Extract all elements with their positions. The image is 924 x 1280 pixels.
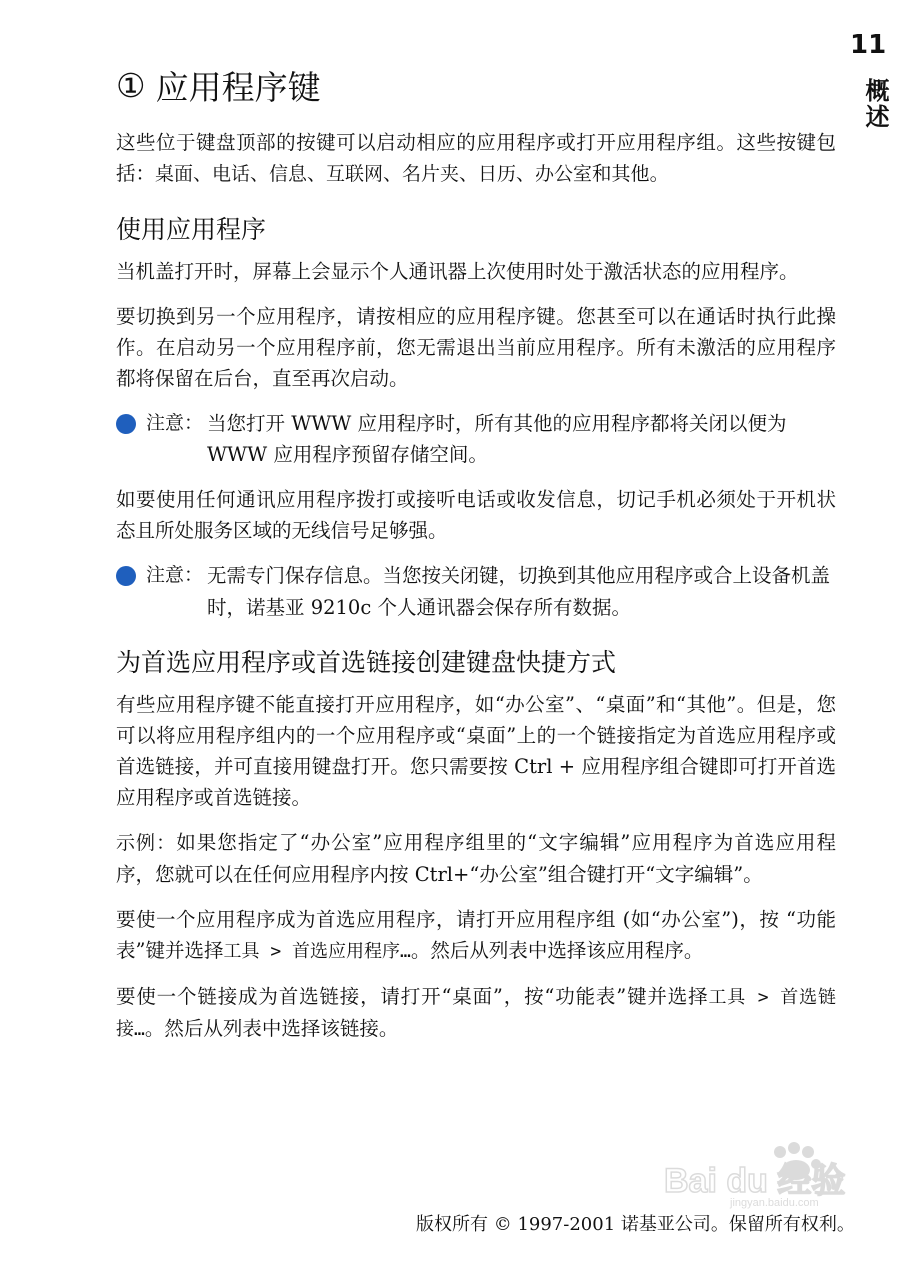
- heading-shortcuts: 为首选应用程序或首选链接创建键盘快捷方式: [116, 648, 617, 677]
- use-apps-p2: 要切换到另一个应用程序，请按相应的应用程序键。您甚至可以在通话时执行此操作。在启动另一个应用程序前，您无需退出当前应用程序。所有未激活的应用程序都将保留在后台，直至再次启动。: [116, 305, 836, 390]
- menu-path-app: 工具 > 首选应用程序…: [223, 941, 411, 962]
- note-save: [116, 560, 836, 623]
- example-label: 示例：: [116, 832, 177, 854]
- page-number: 11: [850, 30, 887, 60]
- watermark-url: jingyan.baidu.com: [730, 1197, 819, 1209]
- p3-a: 要使一个链接成为首选链接，请打开“桌面”，按“功能表”键并选择: [116, 985, 709, 1008]
- page-content: [116, 62, 836, 1059]
- menu-path-link: 工具 > 首选链接…: [116, 987, 836, 1040]
- intro-keys: 桌面、电话、信息、互联网、名片夹、日历、办公室: [155, 163, 593, 185]
- heading-use-apps: 使用应用程序: [116, 215, 267, 244]
- intro-text: 这些位于键盘顶部的按键可以启动相应的应用程序或打开应用程序组。这些按键包括：: [116, 131, 836, 185]
- example-text: 如果您指定了“办公室”应用程序组里的“文字编辑”应用程序为首选应用程序，您就可以在任何应用程序内按 Ctrl+“办公室”组合键打开“文字编辑”。: [116, 831, 836, 886]
- note2-key: 关闭: [441, 565, 480, 587]
- note-text: [207, 560, 836, 623]
- intro-paragraph: [116, 127, 836, 190]
- p3-b: 。然后从列表中选择该链接。: [144, 1017, 399, 1040]
- circled-number-icon: ①: [116, 66, 146, 105]
- shortcuts-p3: [116, 981, 836, 1045]
- section-title: [116, 62, 836, 109]
- note-label: 注意：: [146, 564, 204, 586]
- baidu-watermark-logo: [660, 1140, 870, 1210]
- use-apps-p1: 当机盖打开时，屏幕上会显示个人通讯器上次使用时处于激活状态的应用程序。: [116, 260, 799, 283]
- shortcuts-p1: 有些应用程序键不能直接打开应用程序，如“办公室”、“桌面”和“其他”。但是，您可以将应用程序组内的一个应用程序或“桌面”上的一个链接指定为首选应用程序或首选链接，并可直接用键盘打开。您只需要按 Ctrl + 应用程序组合键即可打开首选应用程序或首选链接。: [116, 693, 836, 809]
- p2-a: 要使一个应用程序成为首选应用程序，请打开应用程序组 (如“办公室”)，按 “功能表”键并选择: [116, 908, 836, 962]
- note-bullet-icon: [116, 566, 136, 586]
- watermark-text: Bai du 经验: [664, 1162, 846, 1200]
- section-title-text: 应用程序键: [155, 68, 321, 107]
- note2-a: 无需专门保存信息。当您按: [207, 564, 442, 587]
- example-paragraph: [116, 827, 836, 890]
- note2-b: 键，切换到其他应用程序或合上设备机盖时，诺基亚 9210c 个人通讯器会保存所有数据。: [207, 564, 831, 619]
- intro-end: 。: [649, 162, 670, 185]
- chapter-side-tab: 概述: [861, 78, 889, 130]
- note-text: 当您打开 WWW 应用程序时，所有其他的应用程序都将关闭以便为 WWW 应用程序预留存储空间。: [207, 412, 787, 466]
- use-apps-p3: 如要使用任何通讯应用程序拨打或接听电话或收发信息，切记手机必须处于开机状态且所处服务区域的无线信号足够强。: [116, 488, 836, 542]
- note-label: 注意：: [146, 412, 204, 434]
- p2-b: 。然后从列表中选择该应用程序。: [410, 939, 704, 962]
- note-www: [116, 408, 836, 470]
- intro-last-key: 其他: [611, 163, 650, 185]
- note-bullet-icon: [116, 414, 136, 434]
- intro-and: 和: [592, 162, 612, 185]
- copyright-footer: 版权所有 © 1997-2001 诺基亚公司。保留所有权利。: [416, 1214, 855, 1235]
- shortcuts-p2: [116, 904, 836, 967]
